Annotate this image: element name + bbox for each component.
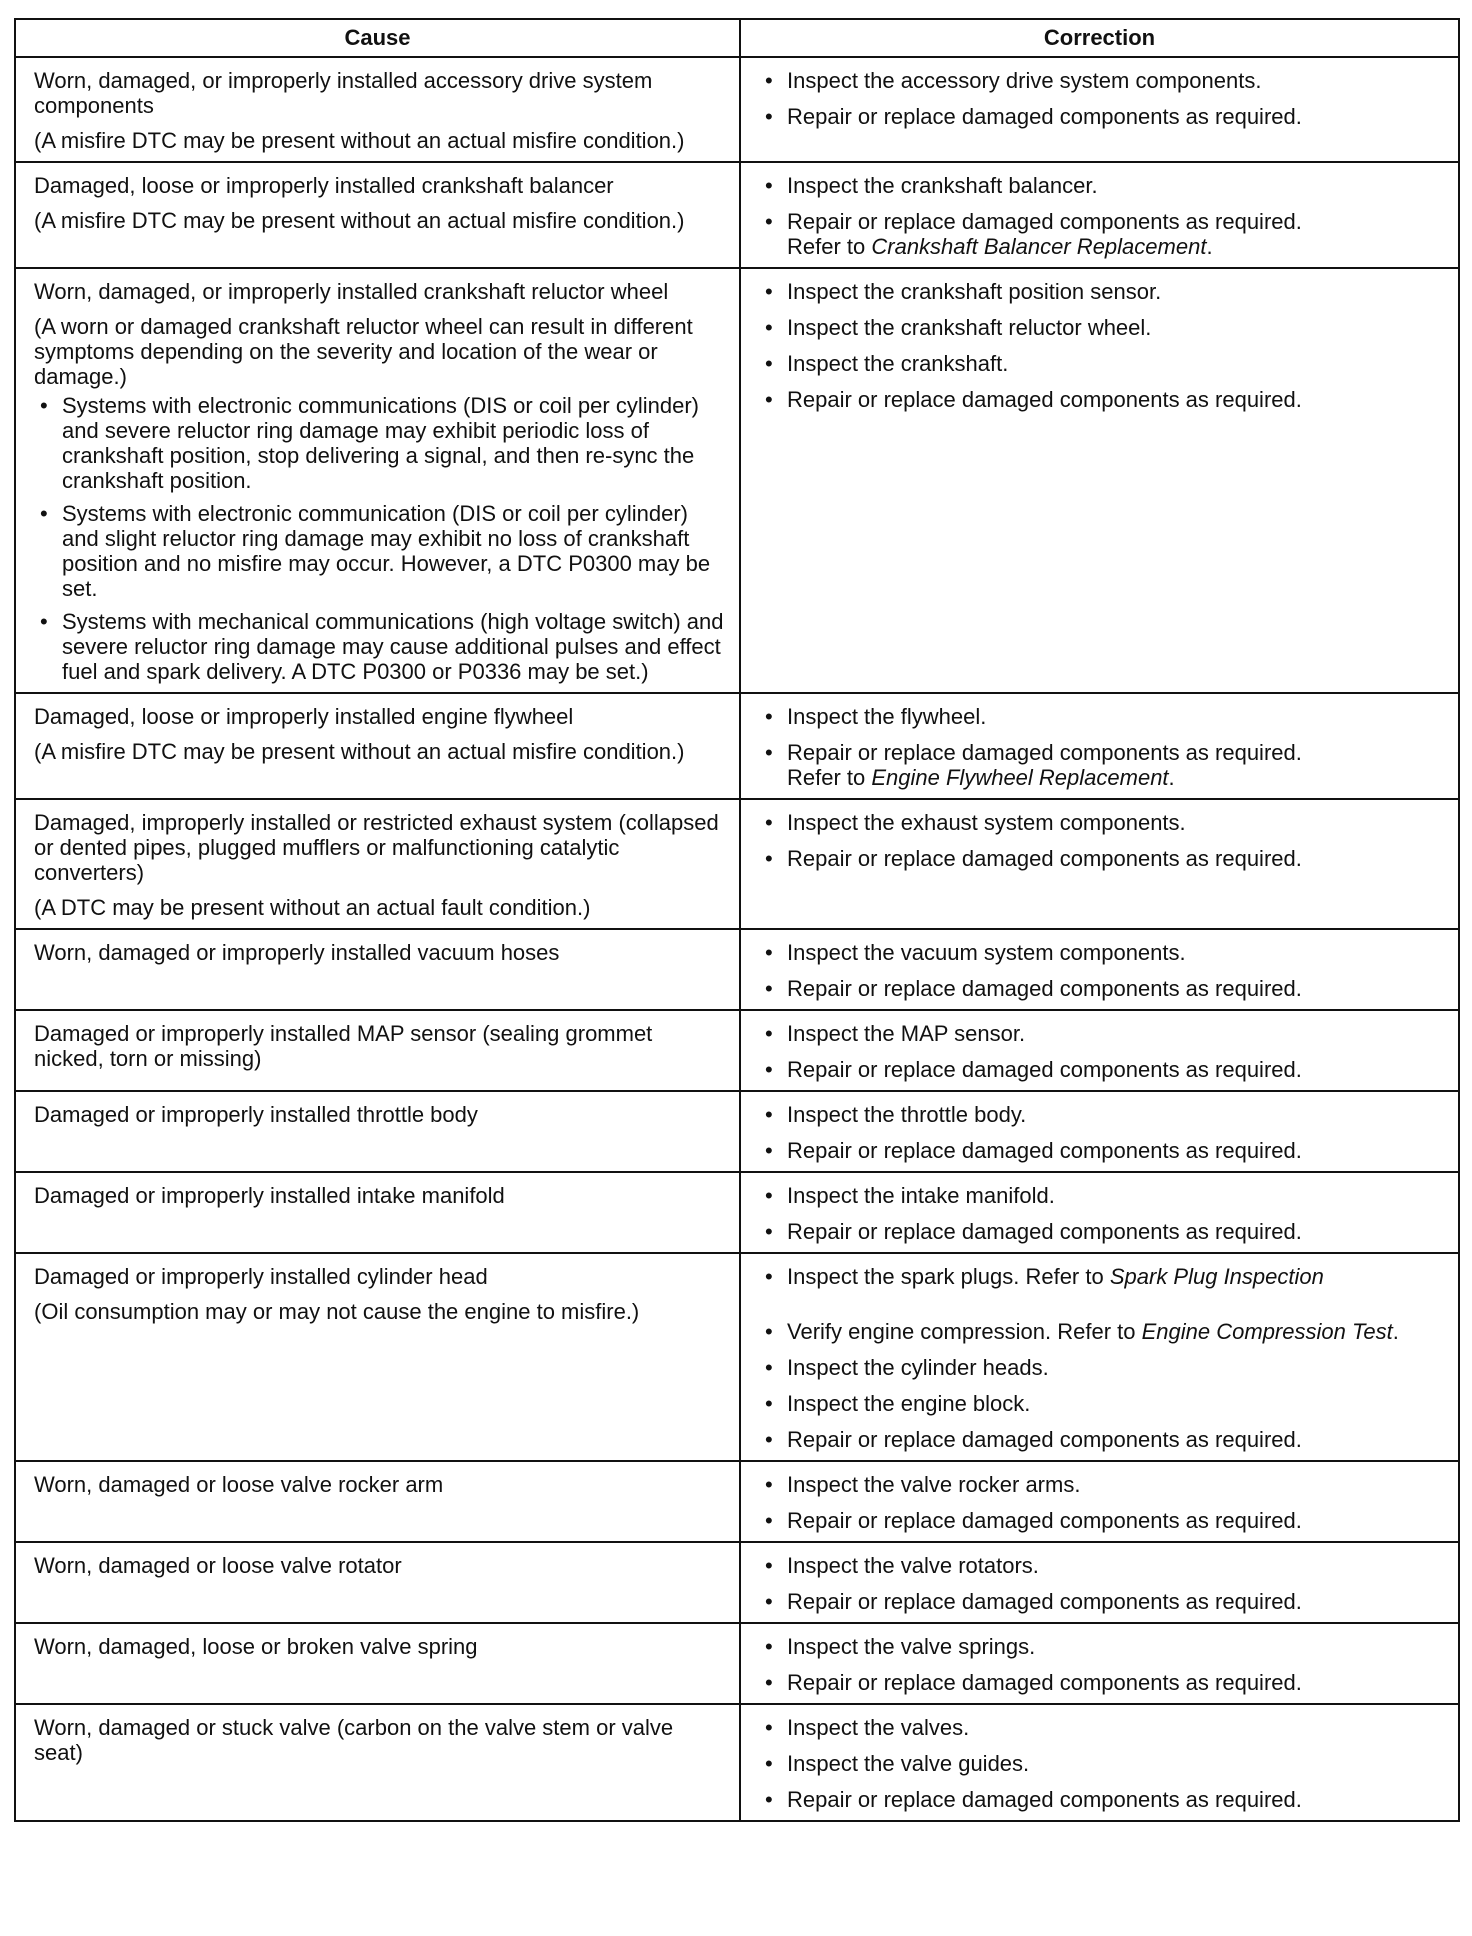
cause-text: Worn, damaged or loose valve rotator <box>34 1553 402 1578</box>
correction-item: • Inspect the exhaust system components. <box>787 810 1444 835</box>
table-row <box>15 1091 1459 1172</box>
correction-item: • Inspect the crankshaft reluctor wheel. <box>787 315 1444 340</box>
correction-item: • Inspect the vacuum system components. <box>787 940 1444 965</box>
cause-text: Damaged or improperly installed MAP sensor (sealing grommet nicked, torn or missing) <box>34 1021 653 1071</box>
correction-item: • Repair or replace damaged components as required. <box>787 1670 1444 1695</box>
cause-cell <box>15 929 740 1010</box>
correction-item: • Repair or replace damaged components as required. <box>787 1787 1444 1812</box>
correction-item: • Inspect the intake manifold. <box>787 1183 1444 1208</box>
cause-detail-item: • Systems with electronic communications (DIS or coil per cylinder) and severe reluctor ring damage may exhibit periodic loss of crankshaft position, stop delivering a signal, and then re-sync the crankshaft position. <box>62 393 725 493</box>
header-row <box>15 19 1459 57</box>
correction-item <box>787 209 1444 259</box>
cause-text: Worn, damaged or stuck valve (carbon on the valve stem or valve seat) <box>34 1715 674 1765</box>
correction-text: Repair or replace damaged components as required. <box>787 740 1302 765</box>
cause-cell <box>15 1542 740 1623</box>
correction-cell <box>740 693 1459 799</box>
table-row <box>15 929 1459 1010</box>
correction-item: • Inspect the engine block. <box>787 1391 1444 1416</box>
correction-item: • Inspect the accessory drive system components. <box>787 68 1444 93</box>
correction-item: • Inspect the cylinder heads. <box>787 1355 1444 1380</box>
cause-text: Damaged or improperly installed cylinder head <box>34 1264 488 1289</box>
cause-text: Worn, damaged or improperly installed vacuum hoses <box>34 940 560 965</box>
correction-item: • Inspect the valve springs. <box>787 1634 1444 1659</box>
correction-item: • Inspect the valve guides. <box>787 1751 1444 1776</box>
table-row <box>15 1461 1459 1542</box>
correction-text: Repair or replace damaged components as required. <box>787 209 1302 234</box>
cause-cell <box>15 1253 740 1461</box>
correction-item: • Inspect the flywheel. <box>787 704 1444 729</box>
cause-cell <box>15 1704 740 1821</box>
reference-prefix: Refer to <box>787 765 872 790</box>
correction-text: Inspect the spark plugs. Refer to <box>787 1264 1110 1289</box>
reference-suffix: . <box>1206 234 1213 259</box>
cause-note: (A worn or damaged crankshaft reluctor wheel can result in different symptoms depending on the severity and location of the wear or damage.) <box>34 314 693 389</box>
cause-cell <box>15 1461 740 1542</box>
procedure-reference <box>787 234 1444 259</box>
cause-text: Damaged, improperly installed or restricted exhaust system (collapsed or dented pipes, plugged mufflers or malfunctioning catalytic converters) <box>34 810 719 885</box>
cause-cell <box>15 693 740 799</box>
reference-title-link[interactable]: Engine Flywheel Replacement <box>871 765 1169 790</box>
correction-item: • Inspect the crankshaft position sensor. <box>787 279 1444 304</box>
cause-correction-table <box>14 18 1460 1822</box>
reference-suffix: . <box>1392 1319 1399 1344</box>
correction-item: • Inspect the valves. <box>787 1715 1444 1740</box>
correction-item <box>787 1264 1444 1289</box>
reference-title-link[interactable]: Spark Plug Inspection <box>1109 1264 1324 1289</box>
table-row <box>15 1542 1459 1623</box>
table-row <box>15 1010 1459 1091</box>
correction-cell <box>740 1091 1459 1172</box>
reference-suffix: . <box>1168 765 1175 790</box>
cause-cell <box>15 1623 740 1704</box>
table-row <box>15 268 1459 693</box>
correction-cell <box>740 268 1459 693</box>
cause-text: Worn, damaged, loose or broken valve spring <box>34 1634 478 1659</box>
table-row <box>15 57 1459 162</box>
cause-cell <box>15 57 740 162</box>
correction-item: • Inspect the throttle body. <box>787 1102 1444 1127</box>
correction-item: • Inspect the valve rotators. <box>787 1553 1444 1578</box>
cause-text: Damaged, loose or improperly installed crankshaft balancer <box>34 173 614 198</box>
correction-item: • Inspect the MAP sensor. <box>787 1021 1444 1046</box>
correction-item: • Repair or replace damaged components as required. <box>787 1057 1444 1082</box>
correction-item: • Repair or replace damaged components as required. <box>787 1138 1444 1163</box>
correction-cell <box>740 1704 1459 1821</box>
correction-cell <box>740 57 1459 162</box>
cause-text: Damaged or improperly installed intake manifold <box>34 1183 505 1208</box>
cause-column-header: Cause <box>15 19 740 57</box>
cause-cell <box>15 162 740 268</box>
correction-cell <box>740 1172 1459 1253</box>
correction-item: • Repair or replace damaged components as required. <box>787 1508 1444 1533</box>
cause-detail-item: • Systems with mechanical communications (high voltage switch) and severe reluctor ring damage may cause additional pulses and effect fuel and spark delivery. A DTC P0300 or P0336 may be set.) <box>62 609 725 684</box>
correction-cell <box>740 929 1459 1010</box>
correction-item: • Inspect the valve rocker arms. <box>787 1472 1444 1497</box>
correction-item: • Inspect the crankshaft. <box>787 351 1444 376</box>
cause-text: Worn, damaged, or improperly installed accessory drive system components <box>34 68 653 118</box>
cause-cell <box>15 1172 740 1253</box>
cause-note: (A misfire DTC may be present without an actual misfire condition.) <box>34 739 685 764</box>
correction-cell <box>740 1542 1459 1623</box>
correction-cell <box>740 1623 1459 1704</box>
correction-cell <box>740 1253 1459 1461</box>
cause-detail-item: • Systems with electronic communication (DIS or coil per cylinder) and slight reluctor ring damage may exhibit no loss of crankshaft position and no misfire may occur. However, a DTC P0300 may be set. <box>62 501 725 601</box>
table-row <box>15 1253 1459 1461</box>
correction-item <box>787 1319 1444 1344</box>
table-row <box>15 1623 1459 1704</box>
cause-text: Worn, damaged, or improperly installed crankshaft reluctor wheel <box>34 279 669 304</box>
reference-title-link[interactable]: Crankshaft Balancer Replacement <box>871 234 1207 259</box>
cause-note: (A misfire DTC may be present without an actual misfire condition.) <box>34 128 685 153</box>
cause-text: Damaged or improperly installed throttle body <box>34 1102 478 1127</box>
cause-cell <box>15 1010 740 1091</box>
reference-title-link[interactable]: Engine Compression Test <box>1141 1319 1393 1344</box>
cause-text: Worn, damaged or loose valve rocker arm <box>34 1472 444 1497</box>
table-row <box>15 162 1459 268</box>
table-row <box>15 693 1459 799</box>
cause-cell <box>15 1091 740 1172</box>
document-page <box>14 18 1458 1822</box>
cause-text: Damaged, loose or improperly installed engine flywheel <box>34 704 574 729</box>
cause-cell <box>15 268 740 693</box>
correction-cell <box>740 1461 1459 1542</box>
correction-column-header: Correction <box>740 19 1459 57</box>
cause-note: (Oil consumption may or may not cause the engine to misfire.) <box>34 1299 640 1324</box>
cause-cell <box>15 799 740 929</box>
correction-item: • Repair or replace damaged components as required. <box>787 387 1444 412</box>
correction-text: Verify engine compression. Refer to <box>787 1319 1142 1344</box>
correction-item <box>787 740 1444 790</box>
correction-cell <box>740 1010 1459 1091</box>
table-row <box>15 799 1459 929</box>
correction-item: • Repair or replace damaged components as required. <box>787 976 1444 1001</box>
correction-item: • Repair or replace damaged components as required. <box>787 1219 1444 1244</box>
correction-item: • Repair or replace damaged components as required. <box>787 1427 1444 1452</box>
correction-item: • Repair or replace damaged components as required. <box>787 846 1444 871</box>
correction-item: • Repair or replace damaged components as required. <box>787 1589 1444 1614</box>
correction-cell <box>740 162 1459 268</box>
cause-note: (A DTC may be present without an actual fault condition.) <box>34 895 591 920</box>
cause-detail-list <box>34 393 725 684</box>
cause-note: (A misfire DTC may be present without an actual misfire condition.) <box>34 208 685 233</box>
correction-item: • Repair or replace damaged components as required. <box>787 104 1444 129</box>
correction-cell <box>740 799 1459 929</box>
correction-item: • Inspect the crankshaft balancer. <box>787 173 1444 198</box>
reference-prefix: Refer to <box>787 234 872 259</box>
table-row <box>15 1704 1459 1821</box>
procedure-reference <box>787 765 1444 790</box>
table-row <box>15 1172 1459 1253</box>
